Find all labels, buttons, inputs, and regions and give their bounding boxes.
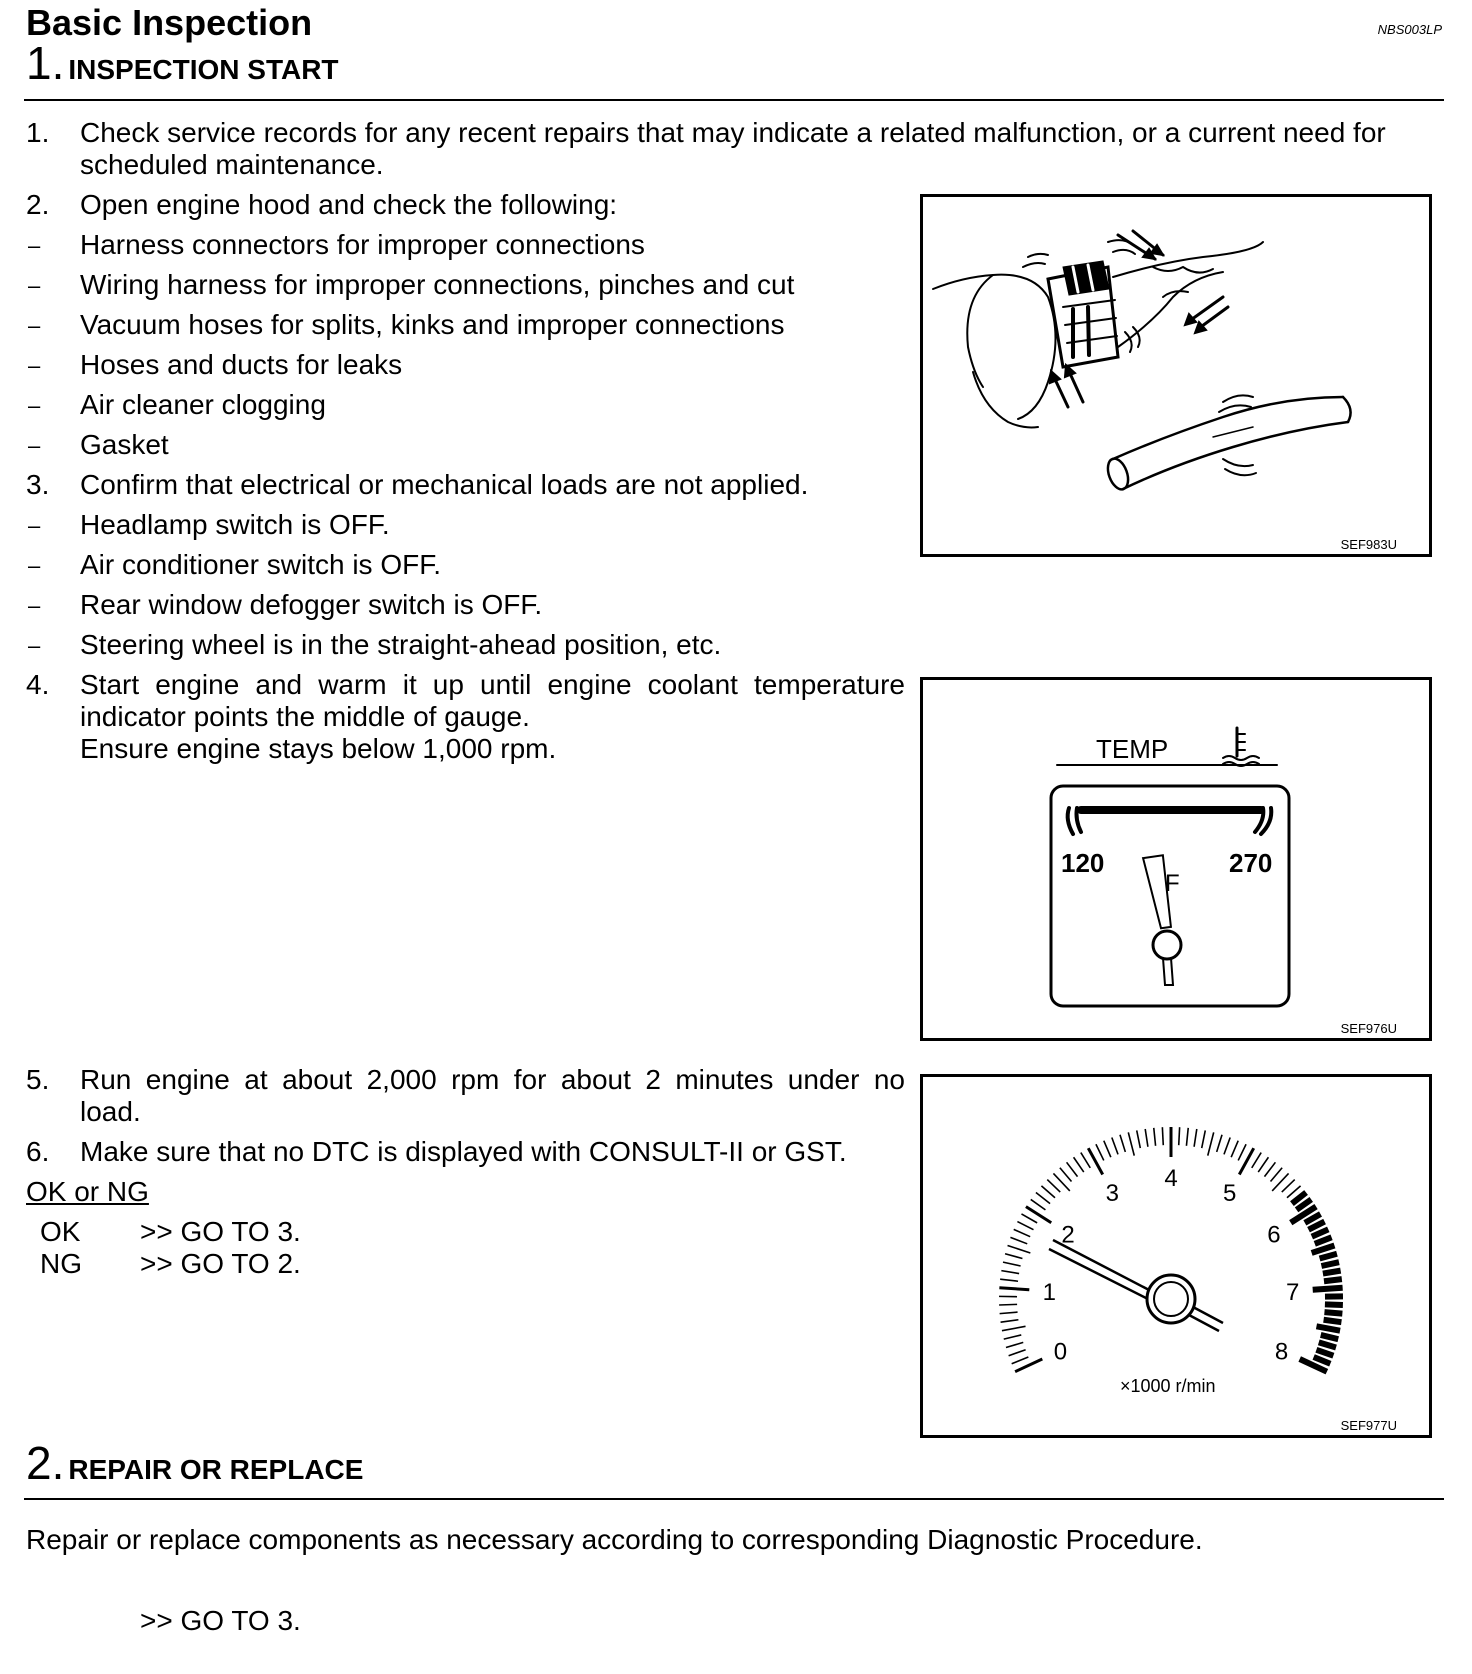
tach-tick: [1258, 1157, 1268, 1172]
tach-tick: [1224, 1138, 1230, 1155]
item-text: Confirm that electrical or mechanical loads are not applied.: [80, 469, 809, 500]
step-1-heading: [26, 36, 339, 90]
dash-marker: –: [28, 233, 41, 258]
step-1-title: INSPECTION START: [68, 54, 339, 85]
tach-tick: [1002, 1326, 1026, 1330]
tach-tick: [1324, 1320, 1342, 1322]
tach-tick: [1320, 1254, 1337, 1259]
item-text: Make sure that no DTC is displayed with CONSULT-II or GST.: [80, 1136, 847, 1167]
tach-tick: [1074, 1157, 1084, 1172]
item-text: Ensure engine stays below 1,000 rpm.: [80, 733, 557, 764]
tach-tick: [1008, 1245, 1031, 1252]
result-label-ok: OK: [40, 1216, 81, 1247]
step-1-number: 1.: [26, 37, 65, 89]
document-code: NBS003LP: [1377, 22, 1442, 37]
tach-tick: [1112, 1138, 1118, 1155]
temp-gauge-label: TEMP: [1096, 734, 1169, 764]
ok-ng-label: OK or NG: [26, 1176, 149, 1207]
figure-engine-hoses: [920, 194, 1432, 557]
step-2-text: Repair or replace components as necessary according to corresponding Diagnostic Procedure.: [26, 1524, 1203, 1555]
tach-numeral: 4: [1164, 1165, 1178, 1192]
tach-tick: [1001, 1271, 1019, 1274]
tach-tick: [1325, 1304, 1343, 1305]
dash-marker: –: [28, 353, 41, 378]
tach-tick: [1194, 1129, 1197, 1147]
item-text: Air cleaner clogging: [80, 389, 326, 420]
tach-numeral: 6: [1267, 1221, 1281, 1249]
figure-tachometer: [920, 1074, 1432, 1438]
item-text: Harness connectors for improper connections: [80, 229, 645, 260]
tach-tick: [1145, 1129, 1148, 1147]
item-text: Vacuum hoses for splits, kinks and improper connections: [80, 309, 785, 340]
step-1-rule: [24, 99, 1444, 101]
tach-tick: [1316, 1350, 1333, 1356]
item-text: Start engine and warm it up until engine coolant temperature: [80, 669, 905, 700]
tach-tick: [1264, 1162, 1275, 1176]
tach-unit-label: ×1000 r/min: [1120, 1376, 1216, 1396]
figure-temp-gauge: [920, 677, 1432, 1041]
tach-tick: [1321, 1335, 1339, 1339]
tach-numeral: 0: [1053, 1338, 1068, 1366]
tach-tick: [1081, 1153, 1090, 1168]
item-text: scheduled maintenance.: [80, 149, 384, 180]
tach-tick: [1312, 1229, 1328, 1236]
tach-tick: [1005, 1254, 1022, 1259]
figure-code: SEF983U: [1340, 537, 1397, 552]
tach-tick: [1017, 1222, 1033, 1230]
dash-marker: –: [28, 393, 41, 418]
tach-tick: [1313, 1288, 1343, 1290]
tach-tick: [1231, 1141, 1238, 1158]
tach-tick: [1316, 1326, 1340, 1330]
tach-tick: [1006, 1342, 1023, 1347]
temp-gauge-low: 120: [1061, 848, 1105, 878]
tach-tick: [1238, 1144, 1246, 1160]
figure-code: SEF976U: [1340, 1021, 1397, 1036]
tach-tick: [1041, 1186, 1055, 1198]
tach-tick: [1137, 1130, 1141, 1148]
tach-tick: [1047, 1180, 1060, 1193]
tach-tick: [1208, 1132, 1214, 1155]
result-action-ng[interactable]: >> GO TO 2.: [140, 1248, 301, 1279]
tach-tick: [1324, 1312, 1342, 1314]
tach-numeral: 5: [1223, 1180, 1237, 1208]
tach-tick: [1010, 1237, 1027, 1243]
tach-tick: [1315, 1237, 1332, 1243]
tach-tick: [1314, 1357, 1331, 1364]
tach-tick: [1202, 1130, 1206, 1148]
dash-marker: –: [28, 553, 41, 578]
tach-tick: [1031, 1199, 1046, 1209]
item-marker: 4.: [26, 669, 50, 700]
item-text: Hoses and ducts for leaks: [80, 349, 403, 380]
dash-marker: –: [28, 513, 41, 538]
tach-tick: [1128, 1132, 1134, 1155]
tach-tick: [1096, 1144, 1104, 1160]
item-text-block: [80, 1064, 905, 1128]
tach-tick: [1067, 1162, 1078, 1176]
tach-numeral: 7: [1286, 1279, 1300, 1307]
step-2-rule: [24, 1498, 1444, 1500]
tach-tick: [999, 1288, 1029, 1290]
dash-marker: –: [28, 273, 41, 298]
item-marker: 1.: [26, 117, 50, 148]
item-marker: 2.: [26, 189, 50, 220]
item-text: Steering wheel is in the straight-ahead position, etc.: [80, 629, 722, 660]
item-marker: 3.: [26, 469, 50, 500]
step-2-number: 2.: [26, 1437, 65, 1489]
dash-marker: –: [28, 593, 41, 618]
tach-tick: [1014, 1229, 1030, 1236]
tach-tick: [1323, 1271, 1341, 1274]
tach-tick: [1271, 1168, 1283, 1182]
item-text: indicator points the middle of gauge.: [80, 701, 530, 732]
figure-code: SEF977U: [1340, 1418, 1397, 1433]
tach-tick: [1217, 1135, 1222, 1152]
engine-hose-illustration: [923, 197, 1429, 554]
tach-tick: [1009, 1350, 1026, 1356]
tach-tick: [1319, 1342, 1336, 1347]
step-2-title: REPAIR OR REPLACE: [68, 1454, 364, 1485]
dash-marker: –: [28, 633, 41, 658]
step-2-heading: [26, 1436, 363, 1490]
item-text: Wiring harness for improper connections, pinches and cut: [80, 269, 795, 300]
tach-tick: [1162, 1127, 1163, 1145]
tach-tick: [1001, 1320, 1019, 1322]
item-text: Air conditioner switch is OFF.: [80, 549, 441, 580]
item-text: Check service records for any recent repairs that may indicate a related malfunction, or a current need for: [80, 117, 1386, 148]
tach-tick: [1026, 1207, 1051, 1223]
tach-numeral: 1: [1042, 1279, 1056, 1307]
tach-tick: [1036, 1193, 1050, 1204]
result-label-ng: NG: [40, 1248, 82, 1279]
step-2-action[interactable]: >> GO TO 3.: [140, 1605, 301, 1636]
tach-tick: [1179, 1127, 1180, 1145]
temp-gauge-high: 270: [1229, 848, 1273, 878]
item-text: Open engine hood and check the following:: [80, 189, 618, 220]
dash-marker: –: [28, 313, 41, 338]
temp-gauge-unit: F: [1165, 870, 1180, 897]
tach-tick: [1003, 1262, 1021, 1266]
tach-numeral: 3: [1105, 1180, 1119, 1208]
tach-tick: [999, 1304, 1017, 1305]
tach-tick: [1021, 1214, 1037, 1223]
item-text: Gasket: [80, 429, 169, 460]
temp-gauge-illustration: [923, 680, 1429, 1038]
tach-tick: [1000, 1312, 1018, 1314]
tach-tick: [1060, 1168, 1072, 1182]
tach-tick: [1012, 1357, 1029, 1364]
tach-tick: [1282, 1180, 1295, 1193]
item-text: Headlamp switch is OFF.: [80, 509, 390, 540]
tach-tick: [1321, 1262, 1339, 1266]
tach-numeral: 8: [1274, 1338, 1289, 1366]
item-text: Rear window defogger switch is OFF.: [80, 589, 543, 620]
tach-tick: [1004, 1335, 1022, 1339]
result-action-ok[interactable]: >> GO TO 3.: [140, 1216, 301, 1247]
tach-tick: [1120, 1135, 1125, 1152]
tach-tick: [1154, 1128, 1156, 1146]
item-text: load.: [80, 1096, 141, 1127]
tach-tick: [1312, 1245, 1335, 1252]
item-text: Run engine at about 2,000 rpm for about 2 minutes under no: [80, 1064, 905, 1095]
tach-tick: [1324, 1279, 1342, 1281]
dash-marker: –: [28, 433, 41, 458]
tach-tick: [1104, 1141, 1111, 1158]
page-title: Basic Inspection: [26, 2, 313, 43]
tach-tick: [1000, 1279, 1018, 1281]
item-text-block: [80, 669, 905, 765]
item-marker: 5.: [26, 1064, 50, 1095]
tach-tick: [1252, 1153, 1261, 1168]
tach-tick: [1186, 1128, 1188, 1146]
tach-numeral: 2: [1061, 1221, 1075, 1249]
item-marker: 6.: [26, 1136, 50, 1167]
